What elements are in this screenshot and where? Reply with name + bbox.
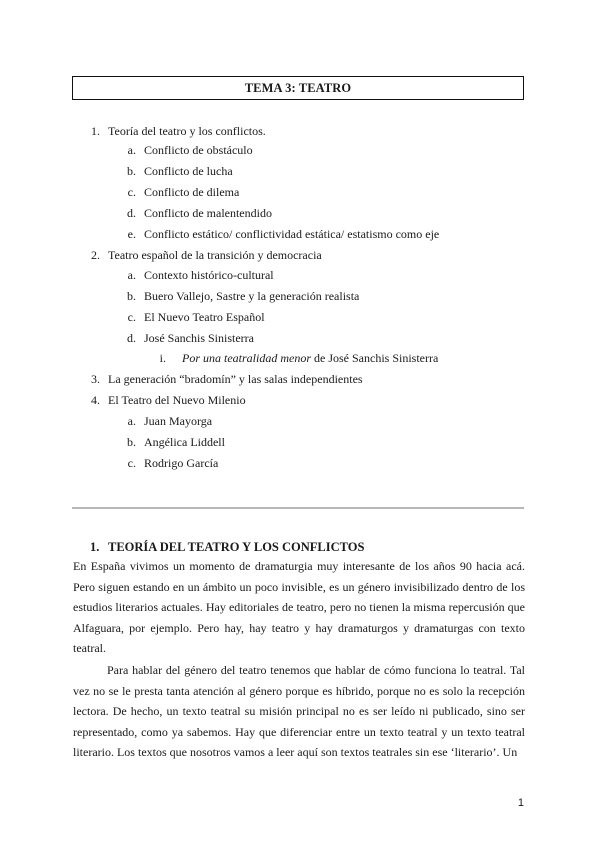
toc-item-text: Angélica Liddell [144, 435, 225, 449]
section-heading [90, 540, 364, 555]
book-title: Por una teatralidad menor [182, 351, 311, 365]
list-marker: a. [127, 268, 136, 282]
page-number: 1 [517, 797, 524, 809]
toc-item-text: La generación “bradomín” y las salas independientes [108, 372, 363, 386]
list-marker: b. [127, 164, 136, 178]
list-marker: c. [127, 310, 136, 324]
toc-item-text: El Nuevo Teatro Español [144, 310, 265, 324]
section-heading-text: TEORÍA DEL TEATRO Y LOS CONFLICTOS [108, 540, 365, 554]
list-marker: c. [127, 185, 136, 199]
list-marker: i. [159, 351, 166, 365]
toc-item-text: Conflicto de lucha [144, 164, 233, 178]
list-marker: c. [127, 456, 136, 470]
list-marker: 3. [91, 372, 100, 386]
toc-item-text: El Teatro del Nuevo Milenio [108, 393, 246, 407]
toc-item-text [182, 351, 438, 365]
toc-item-text: Conflicto de malentendido [144, 206, 272, 220]
toc-item-text: José Sanchis Sinisterra [144, 331, 254, 345]
list-marker: a. [127, 414, 136, 428]
toc-item-text: Teoría del teatro y los conflictos. [108, 124, 266, 138]
section-number: 1. [90, 540, 100, 554]
book-author: de José Sanchis Sinisterra [311, 351, 439, 365]
body-paragraph: En España vivimos un momento de dramaturgia muy interesante de los años 90 hacia acá. Pero siguen estando en un ámbito un poco invisible, es un género invisibilizado dentro de los estudios literarios actuales. Hay editoriales de teatro, pero no tienen la misma repercusión que Alfaguara, por ejemplo. Pero hay, hay teatro y hay dramaturgos y dramaturgas con texto teatral. [73, 559, 525, 656]
list-marker: d. [127, 206, 136, 220]
horizontal-divider [72, 507, 524, 509]
list-marker: a. [127, 143, 136, 157]
list-marker: b. [127, 435, 136, 449]
toc-item-text: Contexto histórico-cultural [144, 268, 274, 282]
page-title: TEMA 3: TEATRO [72, 76, 524, 100]
list-marker: b. [127, 289, 136, 303]
list-marker: d. [127, 331, 136, 345]
list-marker: 2. [91, 248, 100, 262]
toc-item-text: Conflicto estático/ conflictividad estática/ estatismo como eje [144, 227, 440, 241]
toc-item-text: Buero Vallejo, Sastre y la generación realista [144, 289, 360, 303]
toc-item-text: Juan Mayorga [144, 414, 213, 428]
toc-item-text: Conflicto de dilema [144, 185, 240, 199]
list-marker: 1. [91, 124, 100, 138]
list-marker: 4. [91, 393, 100, 407]
toc-item-text: Rodrigo García [144, 456, 219, 470]
body-paragraph: Para hablar del género del teatro tenemos que hablar de cómo funciona lo teatral. Tal vez no se le presta tanta atención al género porque es híbrido, porque no es solo la recepción lectora. De hecho, un texto teatral su misión principal no es ser leído ni publicado, sino ser representado, como ya sabemos. Hay que diferenciar entre un texto teatral y un texto teatral literario. Los textos que nosotros vamos a leer aquí son textos teatrales sin ese ‘literario’. Un [73, 663, 525, 760]
toc-item-text: Conflicto de obstáculo [144, 143, 253, 157]
list-marker: e. [127, 227, 136, 241]
toc-item-text: Teatro español de la transición y democracia [108, 248, 322, 262]
